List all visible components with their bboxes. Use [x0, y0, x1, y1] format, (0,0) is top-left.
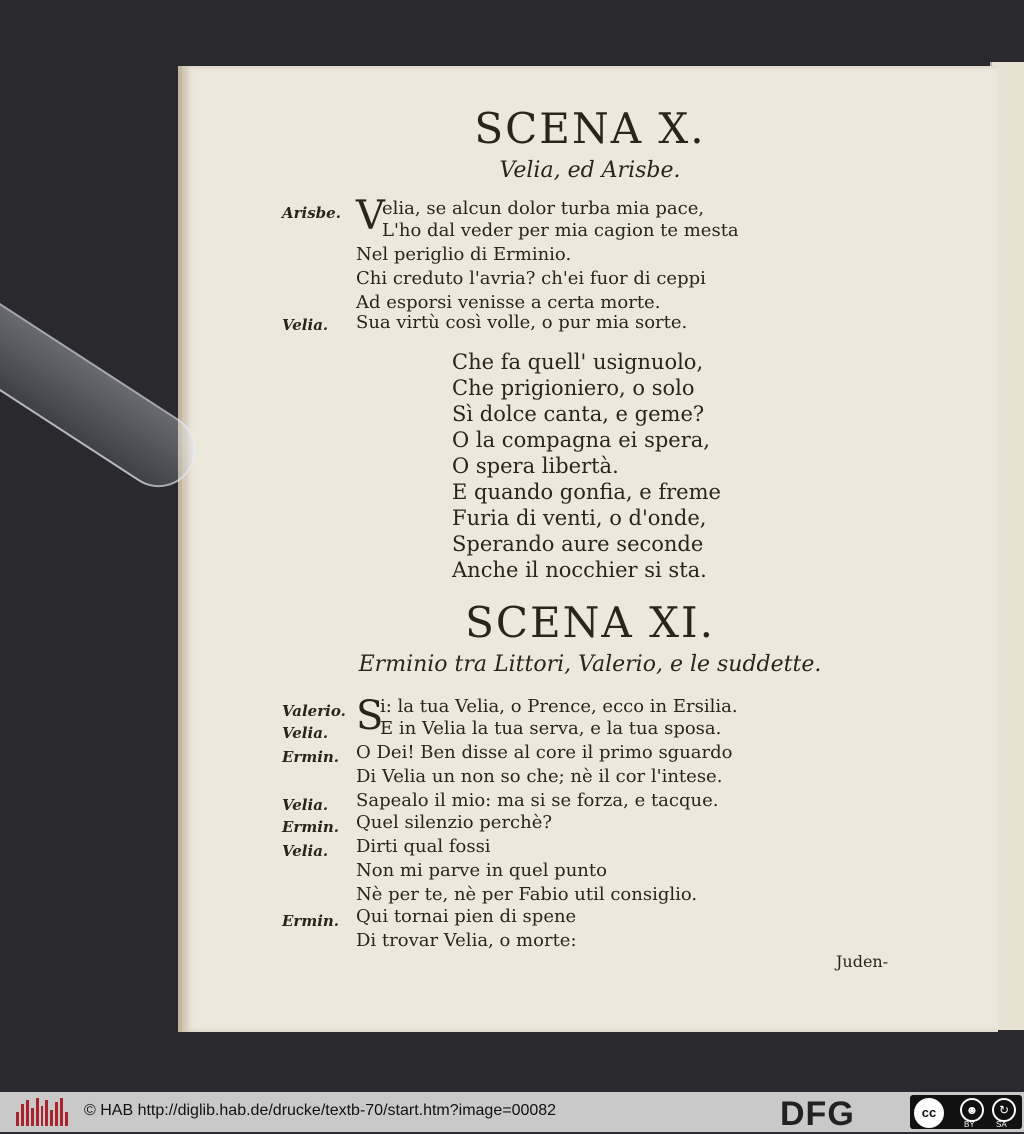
speaker-label: Ermin. — [282, 748, 340, 766]
aria-line: O spera libertà. — [452, 454, 619, 478]
verse-line: E in Velia la tua serva, e la tua sposa. — [380, 718, 722, 739]
cc-sa-label: SA — [996, 1120, 1007, 1129]
verse-line: i: la tua Velia, o Prence, ecco in Ersilia. — [380, 696, 738, 717]
speaker-label: Velia. — [282, 842, 329, 860]
book-page — [178, 66, 998, 1032]
scene-11-subtitle: Erminio tra Littori, Valerio, e le suddette. — [358, 652, 822, 677]
cc-by-label: BY — [964, 1120, 975, 1129]
scene-10-subtitle: Velia, ed Arisbe. — [499, 158, 681, 183]
scene-10-title: SCENA X. — [474, 104, 706, 153]
verse-line: Nè per te, nè per Fabio util consiglio. — [356, 884, 698, 905]
verse-line: Di Velia un non so che; nè il cor l'intese. — [356, 766, 723, 787]
verse-line: Nel periglio di Erminio. — [356, 244, 572, 265]
speaker-label: Ermin. — [282, 912, 340, 930]
verse-line: Sua virtù così volle, o pur mia sorte. — [356, 312, 688, 333]
drop-cap: S — [356, 693, 384, 739]
aria-line: Sì dolce canta, e geme? — [452, 402, 705, 426]
scene-11-title: SCENA XI. — [465, 598, 715, 647]
cc-icon: cc — [914, 1098, 944, 1128]
dfg-logo: DFG — [780, 1095, 855, 1133]
verse-line: Ad esporsi venisse a certa morte. — [356, 292, 661, 313]
verse-line: L'ho dal veder per mia cagion te mesta — [382, 220, 739, 241]
catchword: Juden- — [836, 952, 889, 971]
footer-bar — [0, 1092, 1024, 1132]
verse-line: Qui tornai pien di spene — [356, 906, 577, 927]
verse-line: Chi creduto l'avria? ch'ei fuor di ceppi — [356, 268, 706, 289]
speaker-label: Velia. — [282, 316, 329, 334]
verse-line: Sapealo il mio: ma si se forza, e tacque. — [356, 790, 719, 811]
aria-line: Che prigioniero, o solo — [452, 376, 695, 400]
share-alike-icon: ↻ — [992, 1098, 1016, 1122]
speaker-label: Velia. — [282, 724, 329, 742]
speaker-label: Valerio. — [282, 702, 346, 720]
verse-line: Quel silenzio perchè? — [356, 812, 553, 833]
verse-line: O Dei! Ben disse al core il primo sguardo — [356, 742, 733, 763]
speaker-label: Velia. — [282, 796, 329, 814]
aria-line: Che fa quell' usignuolo, — [452, 350, 704, 374]
copyright-link[interactable]: © HAB http://diglib.hab.de/drucke/textb-70/start.htm?image=00082 — [84, 1102, 557, 1119]
by-person-icon: ☻ — [960, 1098, 984, 1122]
drop-cap: V — [356, 193, 385, 239]
aria-line: E quando gonfia, e freme — [452, 480, 721, 504]
speaker-label: Ermin. — [282, 818, 340, 836]
verse-line: Non mi parve in quel punto — [356, 860, 607, 881]
hab-logo-icon — [16, 1098, 68, 1126]
verse-line: elia, se alcun dolor turba mia pace, — [382, 198, 705, 219]
cc-license-badge[interactable] — [910, 1095, 1022, 1129]
aria-line: Furia di venti, o d'onde, — [452, 506, 707, 530]
speaker-label: Arisbe. — [282, 204, 341, 222]
aria-line: Sperando aure seconde — [452, 532, 704, 556]
verse-line: Di trovar Velia, o morte: — [356, 930, 577, 951]
aria-line: O la compagna ei spera, — [452, 428, 710, 452]
aria-line: Anche il nocchier si sta. — [452, 558, 707, 582]
verse-line: Dirti qual fossi — [356, 836, 491, 857]
